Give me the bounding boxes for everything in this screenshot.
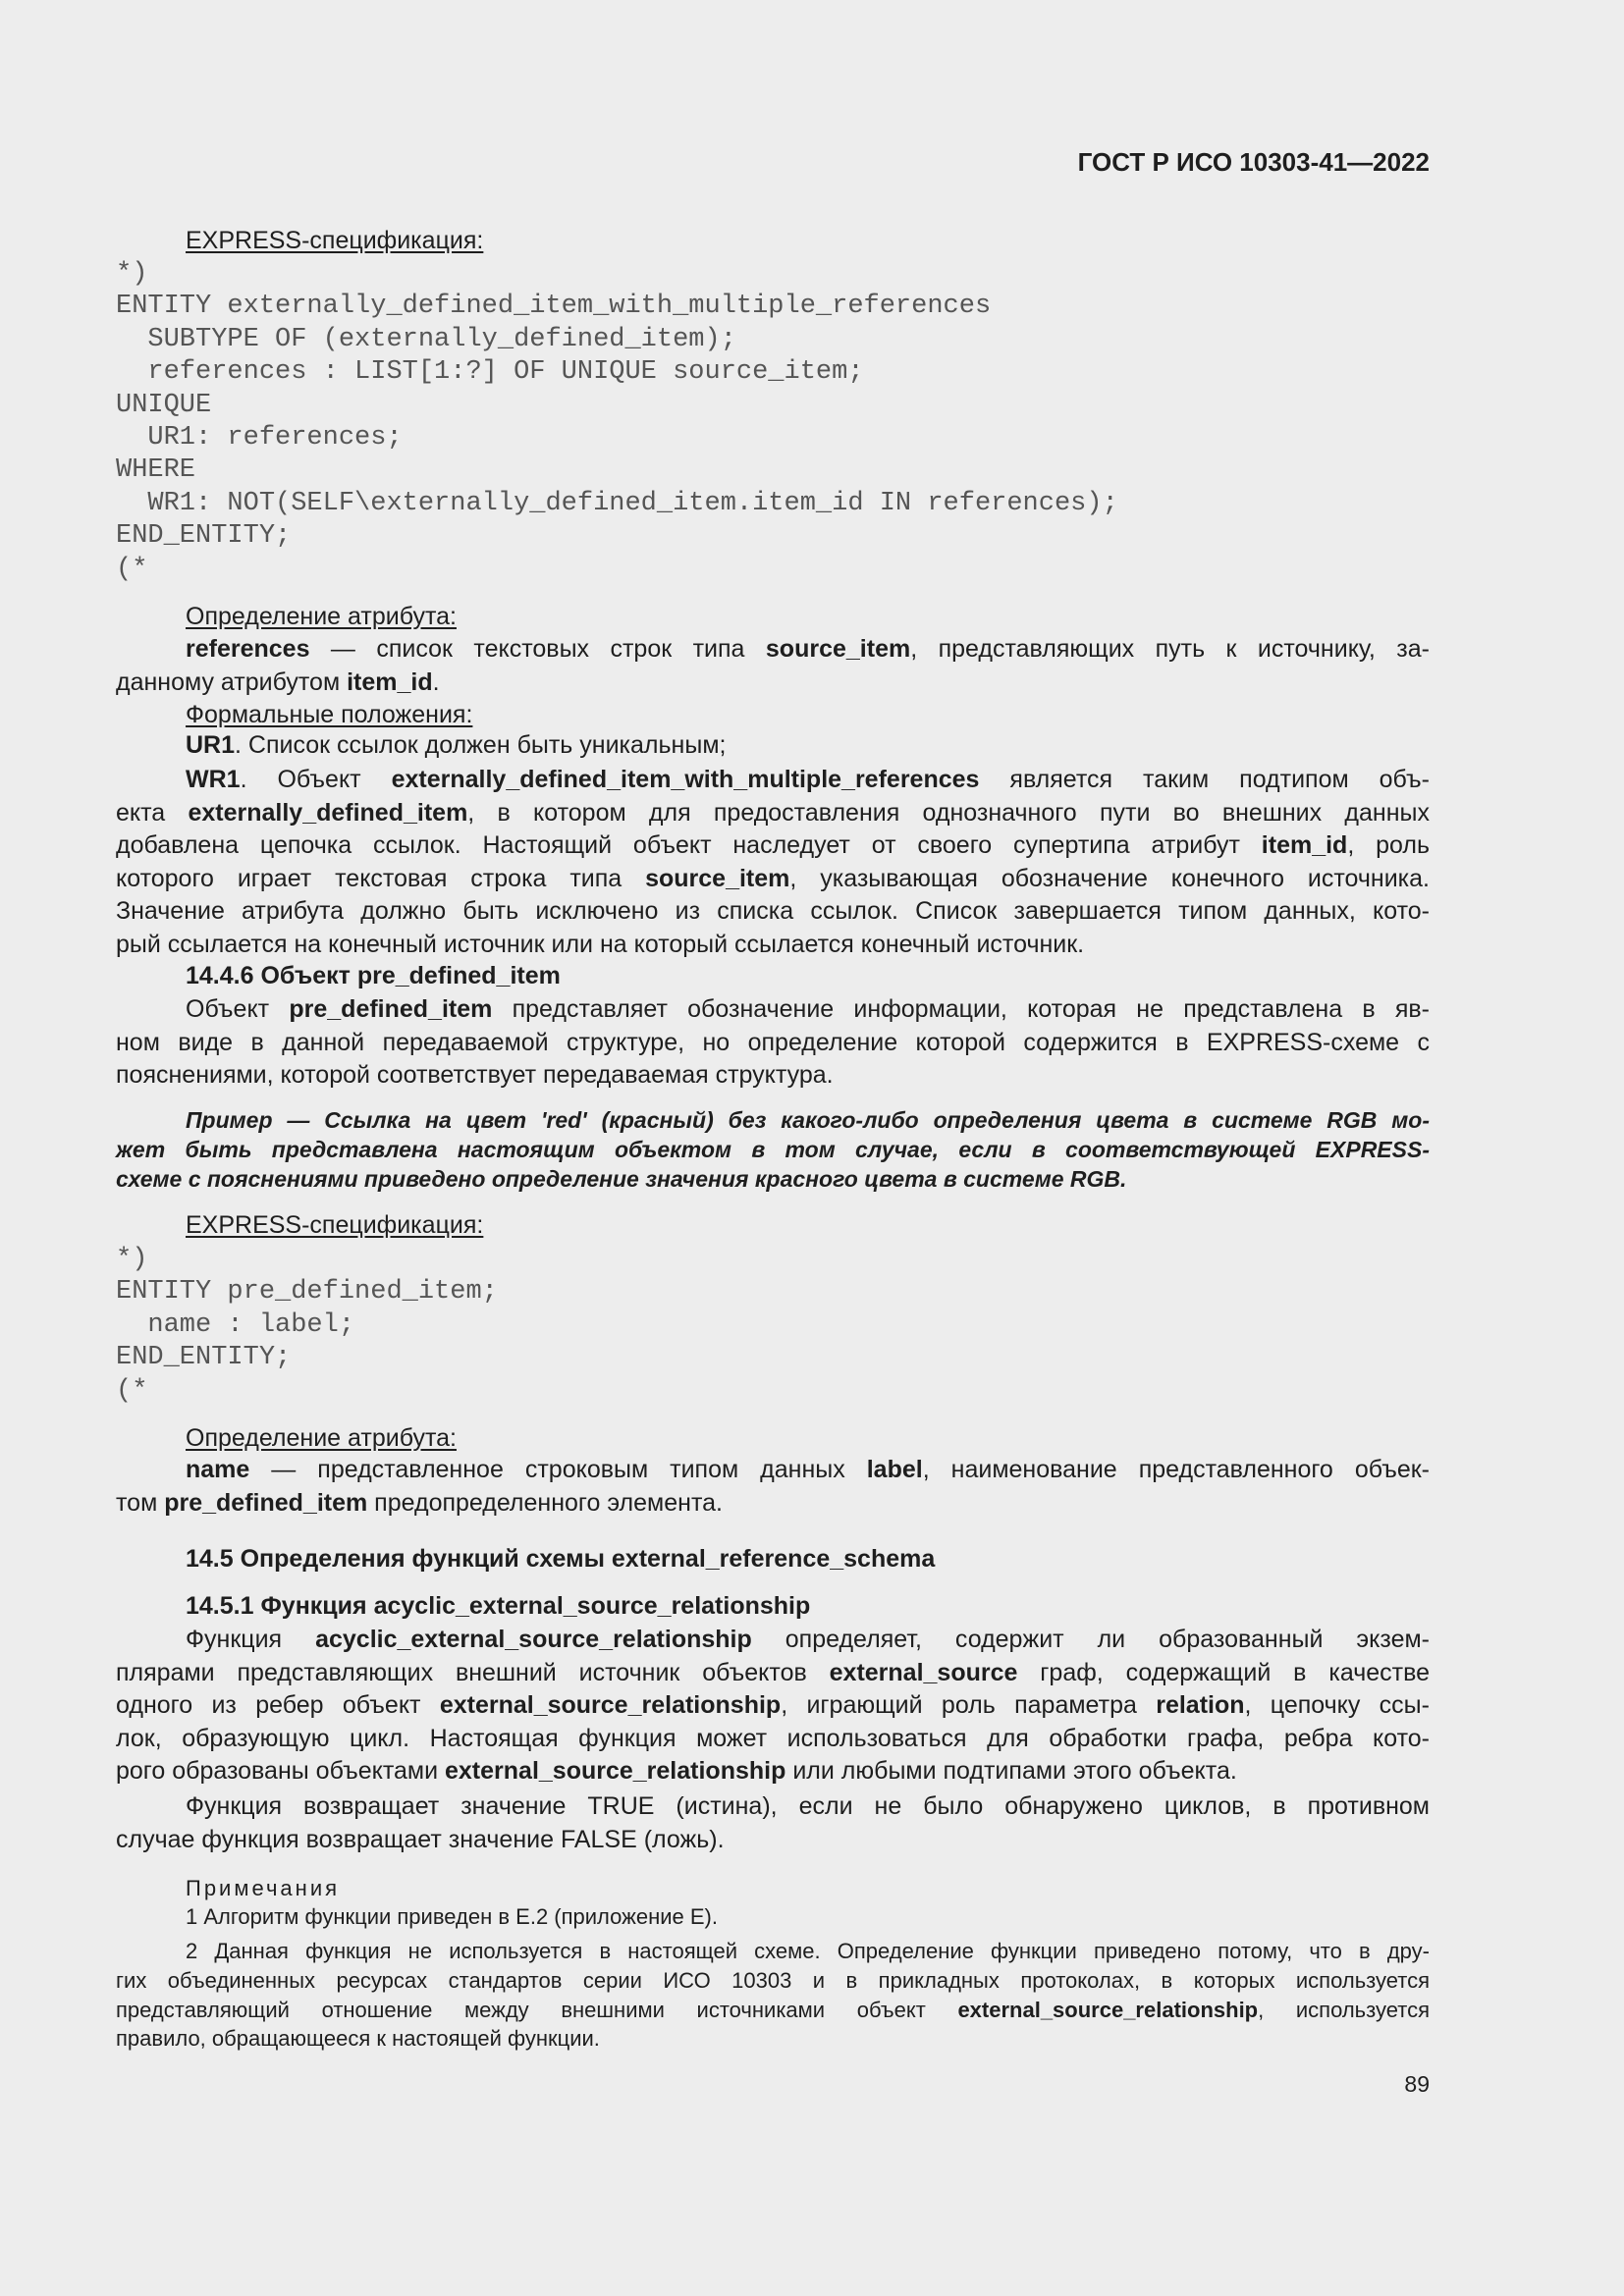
text-run: данному атрибутом	[116, 667, 348, 696]
text-run: определяет, содержит ли образованный экзем-	[751, 1626, 1430, 1653]
text-line	[116, 633, 1430, 667]
text-run: Определение атрибута:	[186, 603, 457, 630]
wr1-paragraph	[116, 764, 1430, 961]
bold-term: externally_defined_item_with_multiple_references	[391, 766, 980, 793]
bold-term: label	[866, 1456, 923, 1483]
code-line: references : LIST[1:?] OF UNIQUE source_item;	[116, 357, 864, 388]
express-spec-label	[116, 225, 1430, 258]
text-line	[116, 1209, 1430, 1243]
code-line: (*	[116, 554, 148, 584]
text-run: схеме с пояснениями приведено определение значения красного цвета в системе RGB.	[116, 1165, 1127, 1192]
express-code-block	[116, 258, 1430, 586]
text-run: жет быть представлена настоящим объектом в том случае, если в соответствующей EXPRESS-	[116, 1136, 1430, 1162]
text-line	[116, 1454, 1430, 1487]
text-line	[116, 1422, 1430, 1456]
function-paragraph	[116, 1624, 1430, 1789]
text-run: Определение атрибута:	[186, 1424, 457, 1452]
text-run: является таким подтипом объ-	[979, 766, 1430, 793]
text-line	[116, 895, 1430, 929]
text-run: 1 Алгоритм функции приведен в Е.2 (приложение Е).	[186, 1904, 718, 1929]
formal-provisions-label	[116, 699, 1430, 732]
bold-term: external_source	[829, 1658, 1018, 1686]
text-line	[116, 1872, 1430, 1905]
text-line	[116, 1106, 1430, 1136]
bold-term: references	[186, 635, 310, 663]
text-line	[116, 1966, 1430, 1996]
text-run: , наименование представленного объек-	[922, 1456, 1431, 1483]
bold-term: source_item	[645, 864, 790, 892]
code-line: name : label;	[116, 1309, 355, 1340]
code-line: WR1: NOT(SELF\externally_defined_item.item_id IN references);	[116, 488, 1118, 518]
text-line	[116, 1136, 1430, 1165]
text-line	[116, 960, 1430, 993]
text-run: Объект	[186, 995, 290, 1023]
bold-term: externally_defined_item	[188, 798, 468, 827]
text-run: Значение атрибута должно быть исключено из списка ссылок. Список завершается типом данных, кото-	[116, 897, 1430, 925]
text-run: лок, образующую цикл. Настоящая функция может использоваться для обработки графа, ребра кото-	[116, 1724, 1430, 1752]
text-run: Формальные положения:	[186, 701, 473, 728]
text-line	[116, 225, 1430, 258]
section-heading-14-5	[116, 1543, 1430, 1576]
text-line	[116, 1543, 1430, 1576]
text-run: рый ссылается на конечный источник или на который ссылается конечный источник.	[116, 930, 1085, 958]
bold-term: relation	[1156, 1691, 1245, 1719]
text-run: или любыми подтипами этого объекта.	[785, 1757, 1237, 1785]
code-line: ENTITY pre_defined_item;	[116, 1277, 498, 1308]
text-run: , в котором для предоставления однозначного пути во внешних данных	[467, 798, 1430, 827]
code-line: END_ENTITY;	[116, 1343, 292, 1373]
text-run: , играющий роль параметра	[781, 1691, 1157, 1719]
references-paragraph	[116, 633, 1430, 699]
text-run: екта	[116, 798, 189, 827]
bold-term: pre_defined_item	[164, 1488, 368, 1517]
text-run: пояснениями, которой соответствует передаваемая структура.	[116, 1061, 834, 1089]
text-line	[116, 601, 1430, 634]
note-2	[116, 1937, 1430, 2054]
text-run: , используется	[1258, 1997, 1430, 2022]
text-line	[116, 1689, 1430, 1723]
code-line: *)	[116, 1245, 148, 1274]
text-line	[116, 1790, 1430, 1824]
text-line	[116, 1902, 1430, 1932]
text-run: Функция возвращает значение TRUE (истина), если не было обнаружено циклов, в противном	[186, 1792, 1430, 1820]
bold-term: UR1	[186, 731, 236, 759]
text-line	[116, 729, 1430, 763]
text-line	[116, 667, 1430, 700]
text-line	[116, 797, 1430, 830]
text-run: добавлена цепочка ссылок. Настоящий объект наследует от своего супертипа атрибут	[116, 831, 1262, 859]
express-spec-label	[116, 1209, 1430, 1243]
section-heading-14-5-1	[116, 1590, 1430, 1624]
bold-term: external_source_relationship	[439, 1691, 782, 1719]
text-run: Функция	[186, 1626, 316, 1653]
express-code-block	[116, 1244, 1430, 1408]
code-line: WHERE	[116, 455, 196, 486]
text-run: представляющий отношение между внешними источниками объект	[116, 1997, 958, 2022]
attribute-definition-label	[116, 1422, 1430, 1456]
bold-term: 14.4.6 Объект pre_defined_item	[186, 962, 561, 989]
text-run: правило, обращающееся к настоящей функции.	[116, 2026, 600, 2052]
text-run: случае функция возвращает значение FALSE (ложь).	[116, 1825, 725, 1853]
text-line	[116, 1824, 1430, 1857]
text-run: , цепочку ссы-	[1244, 1691, 1430, 1719]
bold-term: item_id	[347, 667, 433, 696]
bold-term: pre_defined_item	[289, 995, 493, 1023]
text-line	[116, 1755, 1430, 1789]
text-run: плярами представляющих внешний источник объектов	[116, 1658, 830, 1686]
bold-term: WR1	[186, 766, 241, 793]
document-header-id: ГОСТ Р ИСО 10303-41—2022	[1077, 147, 1430, 177]
code-line: SUBTYPE OF (externally_defined_item);	[116, 324, 736, 354]
text-line	[116, 2024, 1430, 2054]
text-run: — список текстовых строк типа	[309, 635, 766, 663]
text-line	[116, 929, 1430, 962]
bold-term: source_item	[765, 635, 911, 663]
text-line	[116, 863, 1430, 896]
text-line	[116, 1996, 1430, 2025]
code-line: END_ENTITY;	[116, 521, 292, 552]
text-run: — представленное строковым типом данных	[249, 1456, 867, 1483]
text-run: EXPRESS-спецификация:	[186, 1211, 484, 1239]
text-run: одного из ребер объект	[116, 1691, 440, 1719]
code-line: UR1: references;	[116, 423, 403, 454]
text-line	[116, 1624, 1430, 1657]
bold-term: item_id	[1261, 831, 1348, 859]
text-line	[116, 699, 1430, 732]
note-1	[116, 1902, 1430, 1932]
text-run: , представляющих путь к источнику, за-	[910, 635, 1430, 663]
pre-defined-item-paragraph	[116, 993, 1430, 1093]
code-line: (*	[116, 1375, 148, 1406]
text-line	[116, 1657, 1430, 1690]
section-heading-14-4-6	[116, 960, 1430, 993]
bold-term: acyclic_external_source_relationship	[315, 1626, 752, 1653]
text-run: .	[432, 667, 440, 696]
returns-paragraph	[116, 1790, 1430, 1856]
text-line	[116, 993, 1430, 1027]
example-paragraph	[116, 1106, 1430, 1194]
bold-term: 14.5.1 Функция acyclic_external_source_relationship	[186, 1592, 811, 1620]
ur1-paragraph	[116, 729, 1430, 763]
text-run: которого играет текстовая строка типа	[116, 864, 646, 892]
attribute-definition-label	[116, 601, 1430, 634]
text-run: , роль	[1347, 831, 1431, 859]
text-run: рого образованы объектами	[116, 1757, 445, 1785]
text-run: представляет обозначение информации, которая не представлена в яв-	[492, 995, 1430, 1023]
text-line	[116, 1590, 1430, 1624]
code-line: *)	[116, 259, 148, 289]
text-line	[116, 1487, 1430, 1521]
text-run: предопределенного элемента.	[367, 1488, 723, 1517]
text-line	[116, 1059, 1430, 1093]
text-run: , указывающая обозначение конечного источника.	[789, 864, 1430, 892]
text-line	[116, 1027, 1430, 1060]
code-line: ENTITY externally_defined_item_with_multiple_references	[116, 292, 992, 322]
text-run: 2 Данная функция не используется в настоящей схеме. Определение функции приведено потому, что в дру-	[186, 1939, 1430, 1963]
text-line	[116, 1723, 1430, 1756]
text-run: граф, содержащий в качестве	[1017, 1658, 1430, 1686]
text-run: . Список ссылок должен быть уникальным;	[235, 731, 727, 759]
text-run: . Объект	[240, 766, 392, 793]
text-run: ном виде в данной передаваемой структуре, но определение которой содержится в EXPRESS-схеме с	[116, 1028, 1430, 1056]
notes-label	[116, 1872, 1430, 1905]
name-paragraph	[116, 1454, 1430, 1520]
text-run: Пример — Ссылка на цвет 'red' (красный) без какого-либо определения цвета в системе RGB мо-	[186, 1107, 1430, 1133]
text-line	[116, 764, 1430, 797]
bold-term: external_source_relationship	[445, 1757, 786, 1785]
text-run: EXPRESS-спецификация:	[186, 227, 484, 254]
text-line	[116, 829, 1430, 863]
text-line	[116, 1165, 1430, 1195]
bold-term: name	[186, 1456, 250, 1483]
bold-term: 14.5 Определения функций схемы external_reference_schema	[186, 1545, 936, 1573]
text-line	[116, 1937, 1430, 1966]
bold-term: external_source_relationship	[957, 1997, 1259, 2022]
text-run: Примечания	[186, 1876, 341, 1900]
text-run: гих объединенных ресурсах стандартов серии ИСО 10303 и в прикладных протоколах, в которых используется	[116, 1967, 1430, 1993]
text-run: том	[116, 1488, 165, 1517]
code-line: UNIQUE	[116, 390, 212, 420]
page-number: 89	[1404, 2071, 1430, 2097]
